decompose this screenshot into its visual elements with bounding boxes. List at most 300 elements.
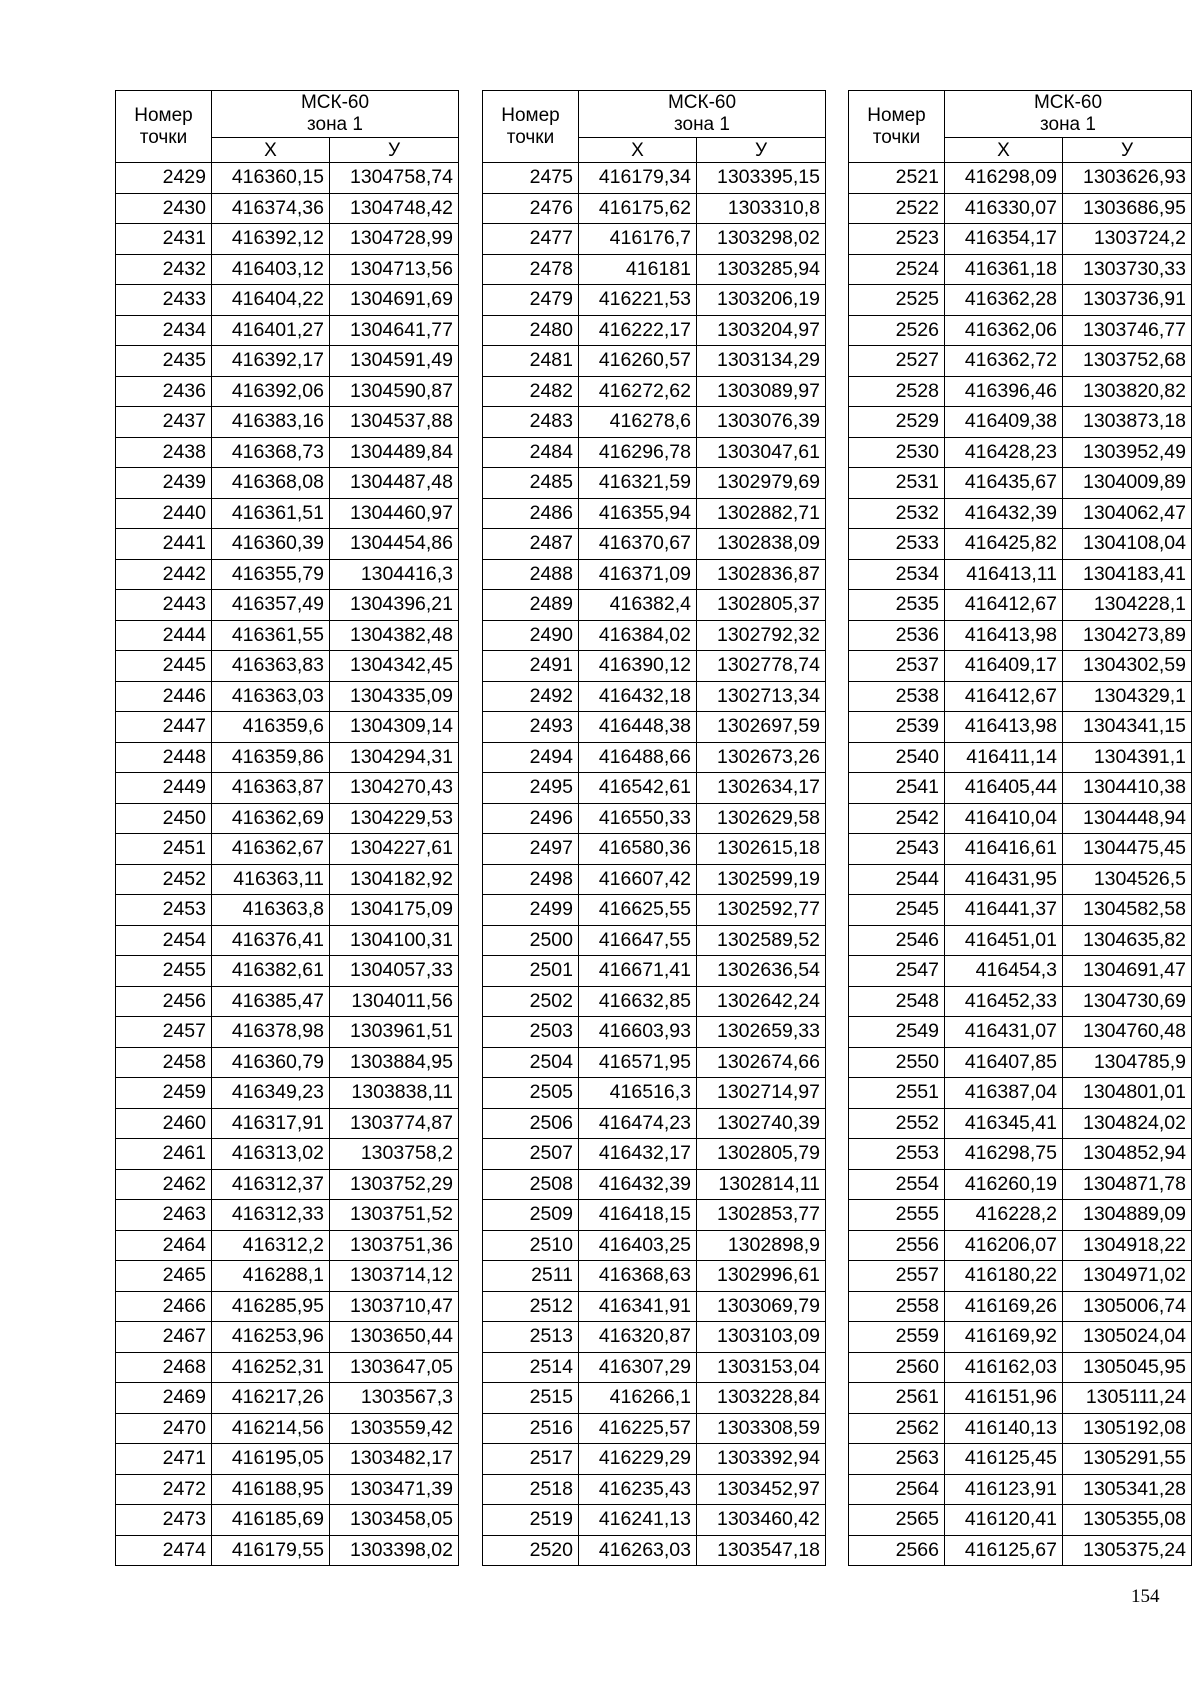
point-number-cell: 2516 bbox=[483, 1413, 579, 1444]
point-number-cell: 2503 bbox=[483, 1017, 579, 1048]
table-row bbox=[483, 1413, 826, 1444]
table-row bbox=[483, 1505, 826, 1536]
point-number-cell: 2444 bbox=[116, 620, 212, 651]
x-coordinate-cell: 416354,17 bbox=[945, 224, 1063, 255]
point-number-cell: 2561 bbox=[849, 1383, 945, 1414]
y-coordinate-cell: 1305341,28 bbox=[1063, 1474, 1192, 1505]
point-number-cell: 2562 bbox=[849, 1413, 945, 1444]
point-number-cell: 2532 bbox=[849, 498, 945, 529]
x-coordinate-cell: 416448,38 bbox=[579, 712, 697, 743]
point-number-cell: 2508 bbox=[483, 1169, 579, 1200]
table-row bbox=[483, 1444, 826, 1475]
table-row bbox=[849, 1200, 1192, 1231]
table-row bbox=[849, 864, 1192, 895]
header-text: Номер bbox=[867, 104, 926, 126]
y-coordinate-cell: 1304454,86 bbox=[330, 529, 459, 560]
table-row bbox=[116, 437, 459, 468]
y-coordinate-cell: 1302713,34 bbox=[697, 681, 826, 712]
y-coordinate-cell: 1304537,88 bbox=[330, 407, 459, 438]
x-coordinate-cell: 416392,12 bbox=[212, 224, 330, 255]
x-coordinate-cell: 416357,49 bbox=[212, 590, 330, 621]
table-row bbox=[116, 1078, 459, 1109]
y-coordinate-cell: 1304713,56 bbox=[330, 254, 459, 285]
y-coordinate-cell: 1305111,24 bbox=[1063, 1383, 1192, 1414]
point-number-cell: 2450 bbox=[116, 803, 212, 834]
x-coordinate-cell: 416313,02 bbox=[212, 1139, 330, 1170]
table-row bbox=[116, 1322, 459, 1353]
table-row bbox=[116, 1383, 459, 1414]
x-coordinate-cell: 416355,94 bbox=[579, 498, 697, 529]
y-header: У bbox=[330, 138, 459, 163]
y-coordinate-cell: 1304824,02 bbox=[1063, 1108, 1192, 1139]
y-coordinate-cell: 1302979,69 bbox=[697, 468, 826, 499]
y-coordinate-cell: 1303398,02 bbox=[330, 1535, 459, 1566]
x-coordinate-cell: 416320,87 bbox=[579, 1322, 697, 1353]
y-coordinate-cell: 1303686,95 bbox=[1063, 193, 1192, 224]
table-row bbox=[116, 895, 459, 926]
table-row bbox=[116, 559, 459, 590]
table-row bbox=[483, 1230, 826, 1261]
point-number-cell: 2441 bbox=[116, 529, 212, 560]
x-coordinate-cell: 416431,07 bbox=[945, 1017, 1063, 1048]
y-coordinate-cell: 1305355,08 bbox=[1063, 1505, 1192, 1536]
table-row bbox=[116, 1230, 459, 1261]
point-number-cell: 2557 bbox=[849, 1261, 945, 1292]
x-coordinate-cell: 416407,85 bbox=[945, 1047, 1063, 1078]
coordinate-system-header bbox=[579, 91, 826, 138]
y-coordinate-cell: 1304416,3 bbox=[330, 559, 459, 590]
y-coordinate-cell: 1302697,59 bbox=[697, 712, 826, 743]
point-number-cell: 2490 bbox=[483, 620, 579, 651]
point-number-cell: 2545 bbox=[849, 895, 945, 926]
point-number-cell: 2564 bbox=[849, 1474, 945, 1505]
y-coordinate-cell: 1304582,58 bbox=[1063, 895, 1192, 926]
x-coordinate-cell: 416307,29 bbox=[579, 1352, 697, 1383]
x-coordinate-cell: 416225,57 bbox=[579, 1413, 697, 1444]
y-coordinate-cell: 1304009,89 bbox=[1063, 468, 1192, 499]
x-coordinate-cell: 416361,55 bbox=[212, 620, 330, 651]
table-row bbox=[849, 1230, 1192, 1261]
point-number-cell: 2454 bbox=[116, 925, 212, 956]
x-coordinate-cell: 416312,33 bbox=[212, 1200, 330, 1231]
table-row bbox=[849, 498, 1192, 529]
x-coordinate-cell: 416312,2 bbox=[212, 1230, 330, 1261]
y-coordinate-cell: 1305375,24 bbox=[1063, 1535, 1192, 1566]
point-number-cell: 2459 bbox=[116, 1078, 212, 1109]
coordinate-system-header bbox=[945, 91, 1192, 138]
x-coordinate-cell: 416296,78 bbox=[579, 437, 697, 468]
point-number-cell: 2502 bbox=[483, 986, 579, 1017]
table-row bbox=[849, 1352, 1192, 1383]
table-row bbox=[116, 681, 459, 712]
x-coordinate-cell: 416359,86 bbox=[212, 742, 330, 773]
x-coordinate-cell: 416370,67 bbox=[579, 529, 697, 560]
point-number-cell: 2494 bbox=[483, 742, 579, 773]
y-coordinate-cell: 1305006,74 bbox=[1063, 1291, 1192, 1322]
table-row bbox=[483, 925, 826, 956]
x-coordinate-cell: 416362,06 bbox=[945, 315, 1063, 346]
table-row bbox=[849, 1261, 1192, 1292]
point-number-cell: 2484 bbox=[483, 437, 579, 468]
y-coordinate-cell: 1304342,45 bbox=[330, 651, 459, 682]
x-coordinate-cell: 416412,67 bbox=[945, 590, 1063, 621]
x-coordinate-cell: 416362,69 bbox=[212, 803, 330, 834]
point-number-cell: 2533 bbox=[849, 529, 945, 560]
x-coordinate-cell: 416120,41 bbox=[945, 1505, 1063, 1536]
point-number-cell: 2453 bbox=[116, 895, 212, 926]
x-coordinate-cell: 416162,03 bbox=[945, 1352, 1063, 1383]
y-coordinate-cell: 1302599,19 bbox=[697, 864, 826, 895]
point-number-cell: 2449 bbox=[116, 773, 212, 804]
y-coordinate-cell: 1302792,32 bbox=[697, 620, 826, 651]
y-coordinate-cell: 1302589,52 bbox=[697, 925, 826, 956]
y-coordinate-cell: 1303730,33 bbox=[1063, 254, 1192, 285]
point-number-cell: 2556 bbox=[849, 1230, 945, 1261]
point-number-cell: 2566 bbox=[849, 1535, 945, 1566]
point-number-cell: 2439 bbox=[116, 468, 212, 499]
point-number-cell: 2493 bbox=[483, 712, 579, 743]
table-row bbox=[849, 437, 1192, 468]
table-row bbox=[849, 620, 1192, 651]
y-coordinate-cell: 1303134,29 bbox=[697, 346, 826, 377]
table-row bbox=[849, 407, 1192, 438]
coordinates-table-3 bbox=[848, 90, 1192, 1566]
table-row bbox=[849, 712, 1192, 743]
point-number-cell: 2527 bbox=[849, 346, 945, 377]
table-row bbox=[116, 529, 459, 560]
y-coordinate-cell: 1302629,58 bbox=[697, 803, 826, 834]
table-row bbox=[849, 590, 1192, 621]
y-coordinate-cell: 1305024,04 bbox=[1063, 1322, 1192, 1353]
y-coordinate-cell: 1305291,55 bbox=[1063, 1444, 1192, 1475]
table-row bbox=[116, 1444, 459, 1475]
y-coordinate-cell: 1303482,17 bbox=[330, 1444, 459, 1475]
x-coordinate-cell: 416403,25 bbox=[579, 1230, 697, 1261]
x-coordinate-cell: 416361,51 bbox=[212, 498, 330, 529]
x-coordinate-cell: 416409,17 bbox=[945, 651, 1063, 682]
x-coordinate-cell: 416363,8 bbox=[212, 895, 330, 926]
point-number-cell: 2469 bbox=[116, 1383, 212, 1414]
header-text: зона 1 bbox=[674, 114, 730, 135]
y-coordinate-cell: 1303751,52 bbox=[330, 1200, 459, 1231]
x-coordinate-cell: 416432,39 bbox=[945, 498, 1063, 529]
x-coordinate-cell: 416241,13 bbox=[579, 1505, 697, 1536]
header-text: МСК-60 bbox=[1033, 92, 1103, 114]
y-coordinate-cell: 1304229,53 bbox=[330, 803, 459, 834]
table-row bbox=[116, 986, 459, 1017]
point-number-cell: 2501 bbox=[483, 956, 579, 987]
point-number-cell: 2480 bbox=[483, 315, 579, 346]
y-coordinate-cell: 1304341,15 bbox=[1063, 712, 1192, 743]
table-row bbox=[116, 834, 459, 865]
y-coordinate-cell: 1303285,94 bbox=[697, 254, 826, 285]
y-coordinate-cell: 1304302,59 bbox=[1063, 651, 1192, 682]
point-number-cell: 2525 bbox=[849, 285, 945, 316]
x-coordinate-cell: 416378,98 bbox=[212, 1017, 330, 1048]
table-row bbox=[849, 986, 1192, 1017]
header-text: точки bbox=[506, 126, 555, 148]
y-coordinate-cell: 1304391,1 bbox=[1063, 742, 1192, 773]
point-number-cell: 2479 bbox=[483, 285, 579, 316]
x-coordinate-cell: 416341,91 bbox=[579, 1291, 697, 1322]
table-row bbox=[116, 1200, 459, 1231]
x-coordinate-cell: 416288,1 bbox=[212, 1261, 330, 1292]
y-coordinate-cell: 1304228,1 bbox=[1063, 590, 1192, 621]
y-coordinate-cell: 1304641,77 bbox=[330, 315, 459, 346]
y-coordinate-cell: 1303228,84 bbox=[697, 1383, 826, 1414]
point-number-cell: 2512 bbox=[483, 1291, 579, 1322]
header-row bbox=[116, 91, 459, 138]
x-coordinate-cell: 416278,6 bbox=[579, 407, 697, 438]
x-coordinate-cell: 416252,31 bbox=[212, 1352, 330, 1383]
point-number-cell: 2537 bbox=[849, 651, 945, 682]
table-row bbox=[116, 712, 459, 743]
header-text: Номер bbox=[501, 104, 560, 126]
point-number-cell: 2437 bbox=[116, 407, 212, 438]
y-header: У bbox=[1063, 138, 1192, 163]
point-number-cell: 2522 bbox=[849, 193, 945, 224]
y-coordinate-cell: 1303395,15 bbox=[697, 163, 826, 194]
x-coordinate-cell: 416214,56 bbox=[212, 1413, 330, 1444]
point-number-cell: 2497 bbox=[483, 834, 579, 865]
y-coordinate-cell: 1304728,99 bbox=[330, 224, 459, 255]
y-coordinate-cell: 1303758,2 bbox=[330, 1139, 459, 1170]
y-coordinate-cell: 1303471,39 bbox=[330, 1474, 459, 1505]
x-coordinate-cell: 416222,17 bbox=[579, 315, 697, 346]
point-number-cell: 2530 bbox=[849, 437, 945, 468]
point-number-cell: 2523 bbox=[849, 224, 945, 255]
y-coordinate-cell: 1304057,33 bbox=[330, 956, 459, 987]
x-coordinate-cell: 416260,57 bbox=[579, 346, 697, 377]
point-number-cell: 2443 bbox=[116, 590, 212, 621]
point-number-header bbox=[116, 91, 212, 163]
table-row bbox=[849, 1078, 1192, 1109]
x-coordinate-cell: 416363,11 bbox=[212, 864, 330, 895]
table-row bbox=[849, 315, 1192, 346]
table-row bbox=[483, 498, 826, 529]
y-coordinate-cell: 1304294,31 bbox=[330, 742, 459, 773]
y-coordinate-cell: 1303567,3 bbox=[330, 1383, 459, 1414]
point-number-cell: 2536 bbox=[849, 620, 945, 651]
table-row bbox=[849, 346, 1192, 377]
x-coordinate-cell: 416368,63 bbox=[579, 1261, 697, 1292]
table-row bbox=[483, 1017, 826, 1048]
point-number-cell: 2492 bbox=[483, 681, 579, 712]
y-coordinate-cell: 1304329,1 bbox=[1063, 681, 1192, 712]
point-number-cell: 2542 bbox=[849, 803, 945, 834]
point-number-cell: 2470 bbox=[116, 1413, 212, 1444]
x-coordinate-cell: 416401,27 bbox=[212, 315, 330, 346]
x-coordinate-cell: 416488,66 bbox=[579, 742, 697, 773]
table-row bbox=[116, 925, 459, 956]
y-coordinate-cell: 1303076,39 bbox=[697, 407, 826, 438]
y-coordinate-cell: 1302740,39 bbox=[697, 1108, 826, 1139]
x-coordinate-cell: 416571,95 bbox=[579, 1047, 697, 1078]
point-number-cell: 2539 bbox=[849, 712, 945, 743]
x-coordinate-cell: 416285,95 bbox=[212, 1291, 330, 1322]
point-number-cell: 2544 bbox=[849, 864, 945, 895]
x-coordinate-cell: 416363,87 bbox=[212, 773, 330, 804]
x-coordinate-cell: 416392,06 bbox=[212, 376, 330, 407]
point-number-cell: 2499 bbox=[483, 895, 579, 926]
y-coordinate-cell: 1304175,09 bbox=[330, 895, 459, 926]
x-coordinate-cell: 416263,03 bbox=[579, 1535, 697, 1566]
y-coordinate-cell: 1303452,97 bbox=[697, 1474, 826, 1505]
point-number-cell: 2558 bbox=[849, 1291, 945, 1322]
point-number-cell: 2463 bbox=[116, 1200, 212, 1231]
point-number-cell: 2489 bbox=[483, 590, 579, 621]
y-coordinate-cell: 1303626,93 bbox=[1063, 163, 1192, 194]
x-coordinate-cell: 416317,91 bbox=[212, 1108, 330, 1139]
y-coordinate-cell: 1303460,42 bbox=[697, 1505, 826, 1536]
x-coordinate-cell: 416632,85 bbox=[579, 986, 697, 1017]
x-coordinate-cell: 416330,07 bbox=[945, 193, 1063, 224]
x-coordinate-cell: 416253,96 bbox=[212, 1322, 330, 1353]
table-row bbox=[849, 1108, 1192, 1139]
table-row bbox=[849, 834, 1192, 865]
table-row bbox=[849, 773, 1192, 804]
table-row bbox=[483, 1261, 826, 1292]
x-coordinate-cell: 416140,13 bbox=[945, 1413, 1063, 1444]
y-coordinate-cell: 1302882,71 bbox=[697, 498, 826, 529]
point-number-cell: 2505 bbox=[483, 1078, 579, 1109]
table-row bbox=[483, 193, 826, 224]
x-coordinate-cell: 416321,59 bbox=[579, 468, 697, 499]
table-row bbox=[483, 681, 826, 712]
header-text: МСК-60 bbox=[667, 92, 737, 114]
point-number-cell: 2553 bbox=[849, 1139, 945, 1170]
y-coordinate-cell: 1303820,82 bbox=[1063, 376, 1192, 407]
point-number-cell: 2435 bbox=[116, 346, 212, 377]
table-row bbox=[116, 864, 459, 895]
y-coordinate-cell: 1303746,77 bbox=[1063, 315, 1192, 346]
table-row bbox=[849, 1322, 1192, 1353]
table-row bbox=[849, 529, 1192, 560]
table-row bbox=[849, 376, 1192, 407]
table-row bbox=[483, 437, 826, 468]
table-row bbox=[849, 1139, 1192, 1170]
table-row bbox=[849, 1535, 1192, 1566]
y-coordinate-cell: 1304760,48 bbox=[1063, 1017, 1192, 1048]
y-coordinate-cell: 1304227,61 bbox=[330, 834, 459, 865]
table-row bbox=[483, 986, 826, 1017]
table-row bbox=[849, 1444, 1192, 1475]
y-coordinate-cell: 1305045,95 bbox=[1063, 1352, 1192, 1383]
x-coordinate-cell: 416298,75 bbox=[945, 1139, 1063, 1170]
point-number-cell: 2456 bbox=[116, 986, 212, 1017]
table-row bbox=[849, 1017, 1192, 1048]
table-row bbox=[116, 1291, 459, 1322]
x-coordinate-cell: 416355,79 bbox=[212, 559, 330, 590]
point-number-cell: 2451 bbox=[116, 834, 212, 865]
point-number-cell: 2524 bbox=[849, 254, 945, 285]
point-number-cell: 2515 bbox=[483, 1383, 579, 1414]
y-coordinate-cell: 1303650,44 bbox=[330, 1322, 459, 1353]
y-coordinate-cell: 1302659,33 bbox=[697, 1017, 826, 1048]
y-coordinate-cell: 1302838,09 bbox=[697, 529, 826, 560]
x-coordinate-cell: 416425,82 bbox=[945, 529, 1063, 560]
x-coordinate-cell: 416176,7 bbox=[579, 224, 697, 255]
y-coordinate-cell: 1304487,48 bbox=[330, 468, 459, 499]
table-row bbox=[116, 742, 459, 773]
y-coordinate-cell: 1303752,68 bbox=[1063, 346, 1192, 377]
y-coordinate-cell: 1304971,02 bbox=[1063, 1261, 1192, 1292]
point-number-cell: 2488 bbox=[483, 559, 579, 590]
point-number-cell: 2546 bbox=[849, 925, 945, 956]
x-coordinate-cell: 416412,67 bbox=[945, 681, 1063, 712]
point-number-cell: 2513 bbox=[483, 1322, 579, 1353]
x-coordinate-cell: 416374,36 bbox=[212, 193, 330, 224]
x-coordinate-cell: 416312,37 bbox=[212, 1169, 330, 1200]
table-row bbox=[483, 1200, 826, 1231]
x-coordinate-cell: 416405,44 bbox=[945, 773, 1063, 804]
point-number-cell: 2448 bbox=[116, 742, 212, 773]
point-number-cell: 2467 bbox=[116, 1322, 212, 1353]
point-number-cell: 2547 bbox=[849, 956, 945, 987]
point-number-cell: 2460 bbox=[116, 1108, 212, 1139]
x-coordinate-cell: 416188,95 bbox=[212, 1474, 330, 1505]
point-number-cell: 2514 bbox=[483, 1352, 579, 1383]
table-row bbox=[116, 1413, 459, 1444]
table-row bbox=[116, 224, 459, 255]
y-coordinate-cell: 1304182,92 bbox=[330, 864, 459, 895]
table-row bbox=[483, 895, 826, 926]
table-row bbox=[849, 1474, 1192, 1505]
y-coordinate-cell: 1302778,74 bbox=[697, 651, 826, 682]
x-coordinate-cell: 416451,01 bbox=[945, 925, 1063, 956]
point-number-cell: 2559 bbox=[849, 1322, 945, 1353]
point-number-cell: 2550 bbox=[849, 1047, 945, 1078]
y-coordinate-cell: 1304489,84 bbox=[330, 437, 459, 468]
x-coordinate-cell: 416368,08 bbox=[212, 468, 330, 499]
table-row bbox=[116, 590, 459, 621]
point-number-cell: 2520 bbox=[483, 1535, 579, 1566]
point-number-cell: 2519 bbox=[483, 1505, 579, 1536]
x-coordinate-cell: 416360,39 bbox=[212, 529, 330, 560]
header-text: зона 1 bbox=[307, 114, 363, 135]
header-row bbox=[849, 91, 1192, 138]
x-coordinate-cell: 416362,72 bbox=[945, 346, 1063, 377]
x-coordinate-cell: 416392,17 bbox=[212, 346, 330, 377]
y-coordinate-cell: 1303069,79 bbox=[697, 1291, 826, 1322]
x-coordinate-cell: 416362,67 bbox=[212, 834, 330, 865]
y-coordinate-cell: 1304691,47 bbox=[1063, 956, 1192, 987]
y-coordinate-cell: 1303774,87 bbox=[330, 1108, 459, 1139]
y-coordinate-cell: 1304748,42 bbox=[330, 193, 459, 224]
table-row bbox=[116, 1474, 459, 1505]
y-coordinate-cell: 1303547,18 bbox=[697, 1535, 826, 1566]
x-coordinate-cell: 416413,98 bbox=[945, 712, 1063, 743]
x-coordinate-cell: 416432,18 bbox=[579, 681, 697, 712]
x-coordinate-cell: 416195,05 bbox=[212, 1444, 330, 1475]
y-coordinate-cell: 1303873,18 bbox=[1063, 407, 1192, 438]
table-row bbox=[116, 254, 459, 285]
point-number-cell: 2526 bbox=[849, 315, 945, 346]
point-number-cell: 2433 bbox=[116, 285, 212, 316]
table-row bbox=[849, 681, 1192, 712]
table-row bbox=[483, 1352, 826, 1383]
x-coordinate-cell: 416345,41 bbox=[945, 1108, 1063, 1139]
point-number-cell: 2466 bbox=[116, 1291, 212, 1322]
point-number-cell: 2429 bbox=[116, 163, 212, 194]
table-row bbox=[116, 1352, 459, 1383]
x-coordinate-cell: 416169,92 bbox=[945, 1322, 1063, 1353]
point-number-cell: 2432 bbox=[116, 254, 212, 285]
y-coordinate-cell: 1303714,12 bbox=[330, 1261, 459, 1292]
table-row bbox=[849, 956, 1192, 987]
x-coordinate-cell: 416435,67 bbox=[945, 468, 1063, 499]
table-row bbox=[849, 1047, 1192, 1078]
